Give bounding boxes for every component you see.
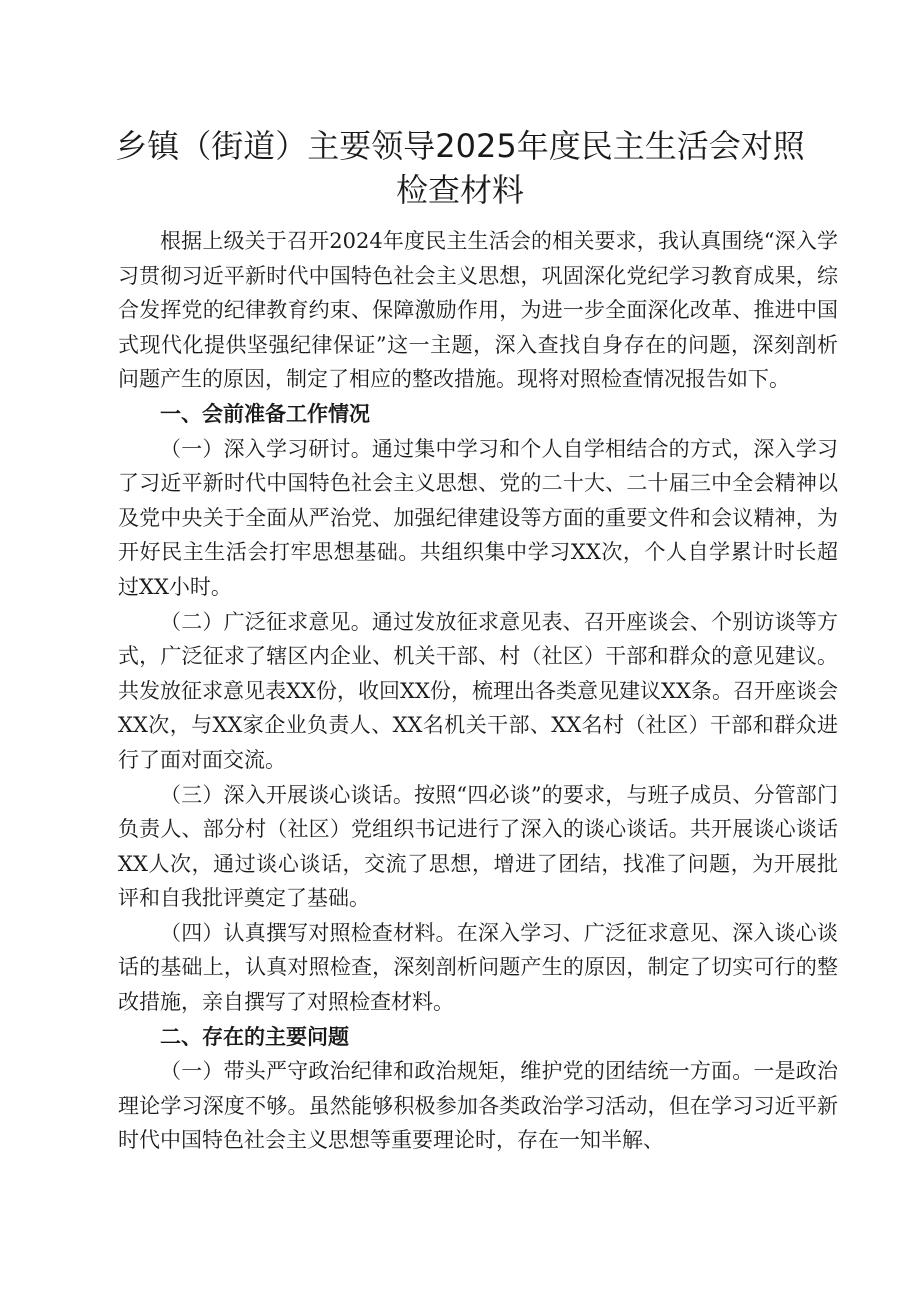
paragraph-materials: （四）认真撰写对照检查材料。在深入学习、广泛征求意见、深入谈心谈话的基础上，认真对照检查，深刻剖析问题产生的原因，制定了切实可行的整改措施，亲自撰写了对照检查材料。 (118, 920, 838, 1015)
section-heading-preparation: 一、会前准备工作情况 (160, 401, 370, 426)
document-title: 乡镇（街道）主要领导2025年度民主生活会对照检查材料 (115, 127, 805, 209)
paragraph-talks: （三）深入开展谈心谈话。按照“四必谈”的要求，与班子成员、分管部门负责人、部分村（社区）党组织书记进行了深入的谈心谈话。共开展谈心谈话XX人次，通过谈心谈话，交流了思想，增进了团结，找准了问题，为开展批评和自我批评奠定了基础。 (118, 782, 838, 911)
paragraph-study: （一）深入学习研讨。通过集中学习和个人自学相结合的方式，深入学习了习近平新时代中国特色社会主义思想、党的二十大、二十届三中全会精神以及党中央关于全面从严治党、加强纪律建设等方面的重要文件和会议精神，为开好民主生活会打牢思想基础。共组织集中学习XX次，个人自学累计时长超过XX小时。 (118, 436, 838, 599)
paragraph-political-discipline: （一）带头严守政治纪律和政治规矩，维护党的团结统一方面。一是政治理论学习深度不够。虽然能够积极参加各类政治学习活动，但在学习习近平新时代中国特色社会主义思想等重要理论时，存在一知半解、 (118, 1059, 838, 1153)
section-heading-problems: 二、存在的主要问题 (160, 1024, 349, 1049)
document-body (118, 224, 838, 1158)
intro-paragraph: 根据上级关于召开2024年度民主生活会的相关要求，我认真围绕“深入学习贯彻习近平新时代中国特色社会主义思想，巩固深化党纪学习教育成果，综合发挥党的纪律教育约束、保障激励作用，为进一步全面深化改革、推进中国式现代化提供坚强纪律保证”这一主题，深入查找自身存在的问题，深刻剖析问题产生的原因，制定了相应的整改措施。现将对照检查情况报告如下。 (118, 229, 838, 392)
paragraph-opinions: （二）广泛征求意见。通过发放征求意见表、召开座谈会、个别访谈等方式，广泛征求了辖区内企业、机关干部、村（社区）干部和群众的意见建议。共发放征求意见表XX份，收回XX份，梳理出各类意见建议XX条。召开座谈会XX次，与XX家企业负责人、XX名机关干部、XX名村（社区）干部和群众进行了面对面交流。 (118, 609, 838, 772)
